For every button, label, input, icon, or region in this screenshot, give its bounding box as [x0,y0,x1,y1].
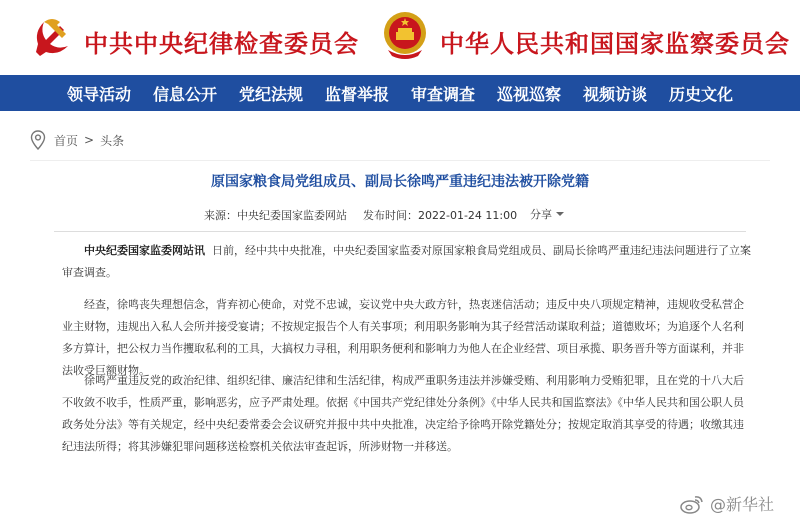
national-emblem-icon [382,10,428,60]
article-lead: 中央纪委国家监委网站讯 [84,244,205,257]
breadcrumb-current[interactable]: 头条 [100,133,125,148]
location-pin-icon [30,130,46,150]
article-paragraph: 徐鸣严重违反党的政治纪律、组织纪律、廉洁纪律和生活纪律，构成严重职务违法并涉嫌受贿、利用影响力受贿犯罪，且在党的十八大后不收敛不收手，性质严重，影响恶劣，应予严肃处理。依据《中国共产党纪律处分条例》《中华人民共和国监察法》《中华人民共和国公职人员政务处分法》等有关规定，经中央纪委常委会会议研究并报中共中央批准，决定给予徐鸣开除党籍处分；按规定取消其享受的待遇；收缴其违纪违法所得；将其涉嫌犯罪问题移送检察机关依法审查起诉，所涉财物一并移送。 [62,374,744,453]
source-value: 中央纪委国家监委网站 [237,209,347,222]
article-title: 原国家粮食局党组成员、副局长徐鸣严重违纪违法被开除党籍 [211,174,589,190]
date-label: 发布时间： [363,209,418,222]
divider [30,160,770,161]
nav-item-regulations[interactable]: 党纪法规 [238,84,303,104]
nav-item-history[interactable]: 历史文化 [669,84,734,104]
date-value: 2022-01-24 11:00 [418,208,518,222]
breadcrumb-separator: > [84,133,95,147]
nav-item-leadership[interactable]: 领导活动 [66,84,131,104]
source-label: 来源： [204,209,237,222]
nav-item-video[interactable]: 视频访谈 [583,84,648,104]
share-label: 分享 [530,208,552,221]
weibo-icon [680,494,704,514]
org-name-nsc: 中华人民共和国国家监察委员会 [440,29,790,58]
chevron-down-icon [556,212,564,216]
nav-item-disclosure[interactable]: 信息公开 [152,84,217,104]
site-header [0,0,800,75]
party-emblem-icon [30,14,74,58]
article-paragraph: 经查，徐鸣丧失理想信念，背弃初心使命，对党不忠诚，妄议党中央大政方针，热衷迷信活动；违反中央八项规定精神，违规收受私营企业主财物，违规出入私人会所并接受宴请；不按规定报告个人有关事项；利用职务影响为其子经营活动谋取利益；道德败坏；为追逐个人名利多方算计，把公权力当作攫取私利的工具，大搞权力寻租，利用职务便利和影响力为他人在企业经营、项目承揽、职务晋升等方面谋利，并非法收受巨额财物。 [62,298,744,377]
watermark [680,492,774,515]
nav-item-reporting[interactable]: 监督举报 [324,84,389,104]
divider [54,231,746,232]
nav-item-investigation[interactable]: 审查调查 [411,84,476,104]
article-paragraph [62,240,752,284]
article-meta [204,207,517,223]
watermark-text: @新华社 [710,495,775,514]
paragraph-1-text: 日前，经中共中央批准，中央纪委国家监委对原国家粮食局党组成员、副局长徐鸣严重违纪违法问题进行了立案审查调查。 [62,244,751,279]
share-button[interactable] [530,206,564,222]
nav-item-inspection[interactable]: 巡视巡察 [497,84,562,104]
org-name-ccdi: 中共中央纪律检查委员会 [84,29,359,58]
breadcrumb-home[interactable]: 首页 [54,133,79,148]
breadcrumb [30,128,124,152]
main-nav [0,75,800,111]
